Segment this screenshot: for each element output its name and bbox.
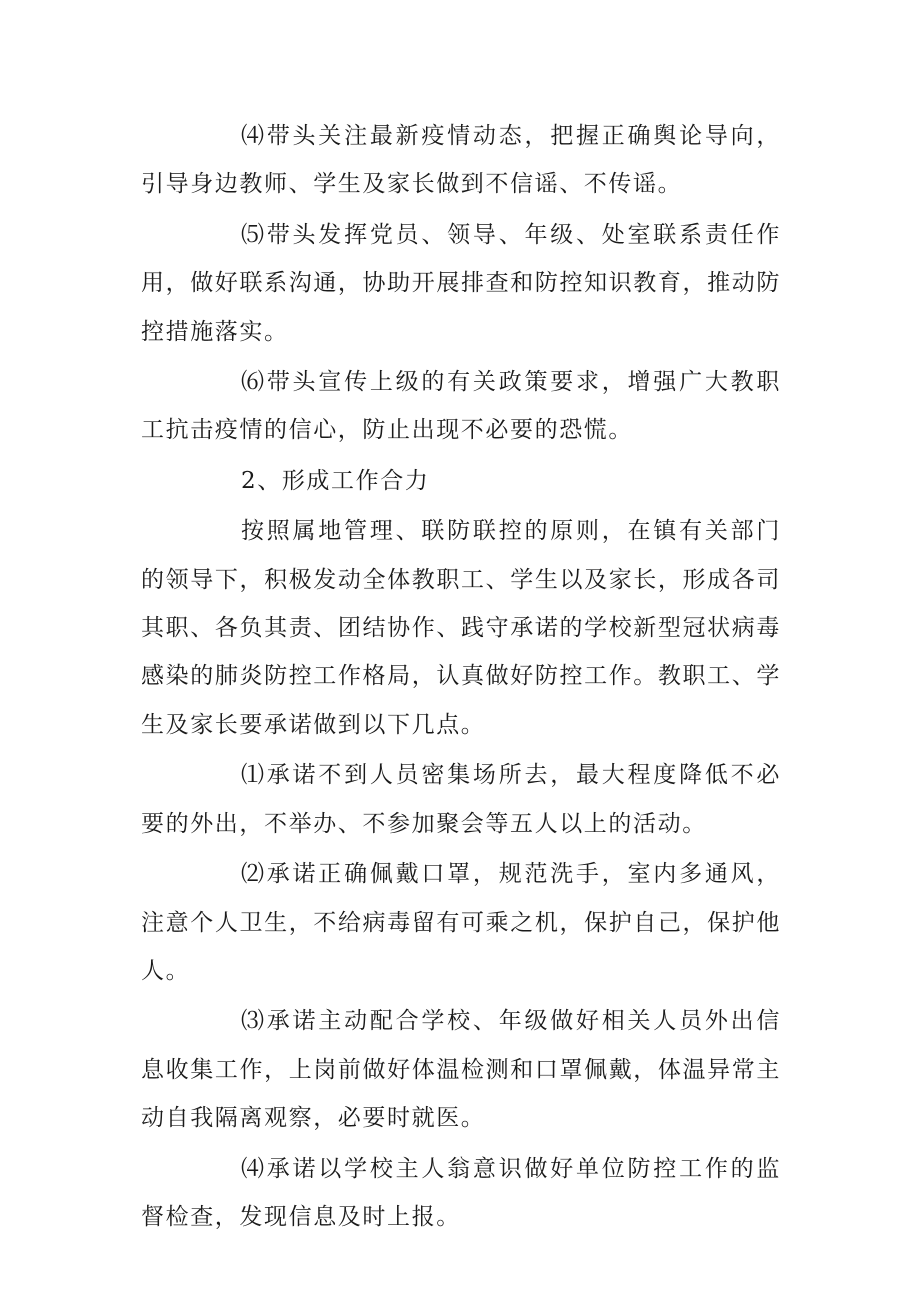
paragraph-pledge-wear-mask: ⑵承诺正确佩戴口罩，规范洗手，室内多通风，注意个人卫生，不给病毒留有可乘之机，保护自己，保护他人。 (141, 861, 781, 984)
document-body (141, 112, 781, 1243)
paragraph-joint-prevention-principle: 按照属地管理、联防联控的原则，在镇有关部门的领导下，积极发动全体教职工、学生以及家长，形成各司其职、各负其责、团结协作、践守承诺的学校新型冠状病毒感染的肺炎防控工作格局，认真做好防控工作。教职工、学生及家长要承诺做到以下几点。 (141, 518, 781, 738)
paragraph-lead-liaison-role: ⑸带头发挥党员、领导、年级、处室联系责任作用，做好联系沟通，协助开展排查和防控知识教育，推动防控措施落实。 (141, 221, 781, 345)
paragraph-pledge-supervision: ⑷承诺以学校主人翁意识做好单位防控工作的监督检查，发现信息及时上报。 (141, 1155, 781, 1230)
section-heading-joint-effort: 2、形成工作合力 (241, 467, 430, 494)
paragraph-pledge-cooperate-reporting: ⑶承诺主动配合学校、年级做好相关人员外出信息收集工作，上岗前做好体温检测和口罩佩戴，体温异常主动自我隔离观察，必要时就医。 (141, 1008, 781, 1132)
paragraph-lead-policy-publicity: ⑹带头宣传上级的有关政策要求，增强广大教职工抗击疫情的信心，防止出现不必要的恐慌。 (141, 369, 781, 444)
paragraph-lead-follow-epidemic: ⑷带头关注最新疫情动态，把握正确舆论导向，引导身边教师、学生及家长做到不信谣、不传谣。 (141, 123, 781, 198)
paragraph-pledge-avoid-crowds: ⑴承诺不到人员密集场所去，最大程度降低不必要的外出，不举办、不参加聚会等五人以上的活动。 (141, 762, 781, 837)
